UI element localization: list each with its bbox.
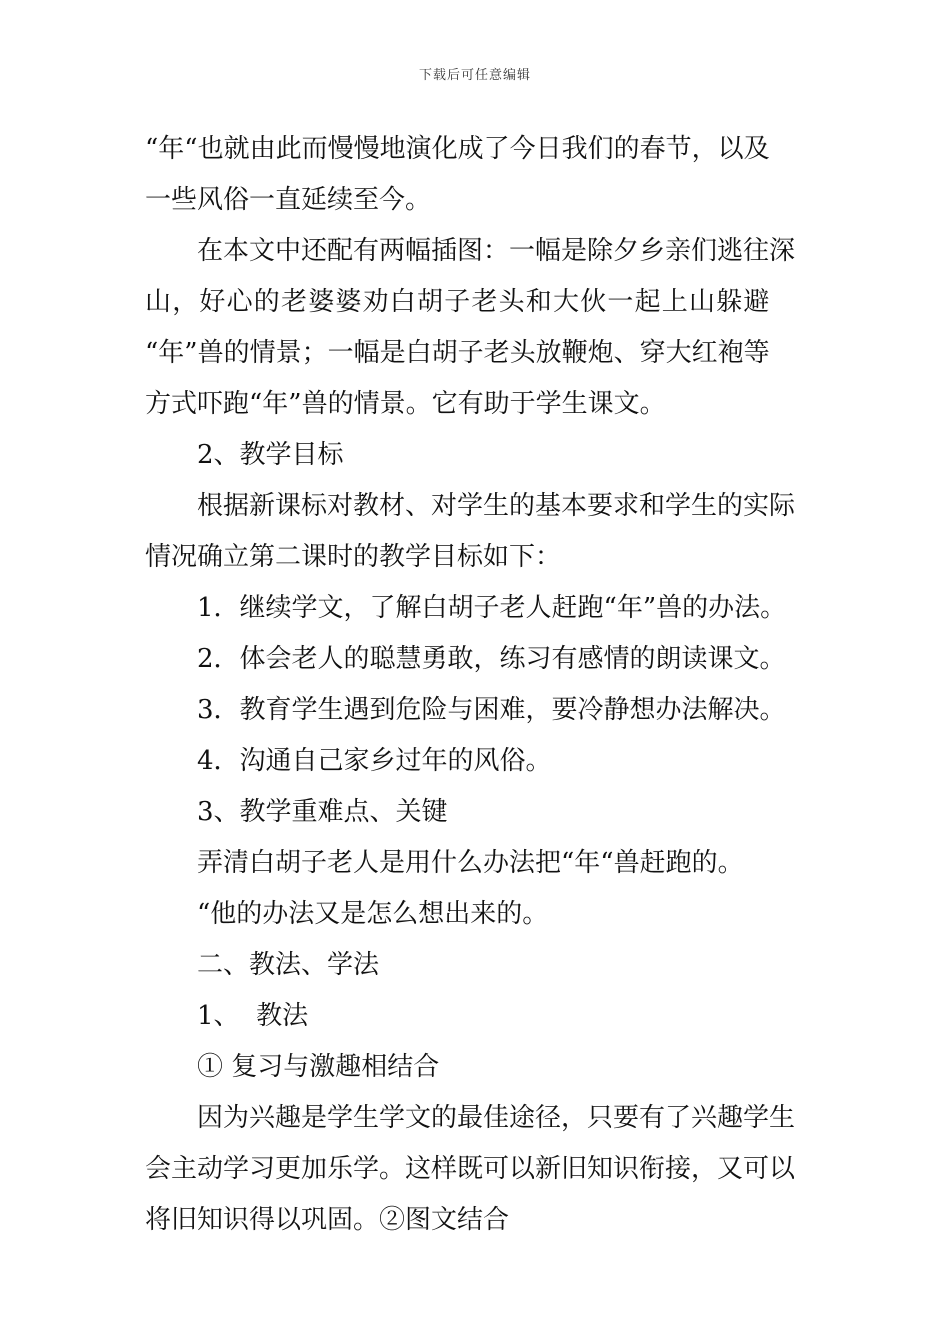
text-line: 会主动学习更加乐学。这样既可以新旧知识衔接，又可以 — [145, 1154, 796, 1184]
list-item: 3．教育学生遇到危险与困难，要冷静想办法解决。 — [197, 695, 786, 725]
text-line: 根据新课标对教材、对学生的基本要求和学生的实际 — [197, 491, 796, 521]
text-line: “年“也就由此而慢慢地演化成了今日我们的春节，以及 — [145, 134, 770, 164]
text-line: 方式吓跑“年”兽的情景。它有助于学生课文。 — [145, 389, 666, 419]
section-heading: ① 复习与激趣相结合 — [197, 1052, 440, 1082]
page-header: 下载后可任意编辑 — [418, 68, 531, 83]
text-line: 弄清白胡子老人是用什么办法把“年“兽赶跑的。 — [197, 848, 744, 878]
list-item: 2．体会老人的聪慧勇敢，练习有感情的朗读课文。 — [197, 644, 786, 674]
section-heading: 1、 教法 — [197, 1001, 309, 1031]
text-line: 在本文中还配有两幅插图：一幅是除夕乡亲们逃往深 — [197, 236, 796, 266]
document-body — [145, 124, 810, 1246]
text-line: “年”兽的情景；一幅是白胡子老头放鞭炮、穿大红袍等 — [145, 338, 770, 368]
text-line: 情况确立第二课时的教学目标如下： — [145, 542, 562, 572]
section-heading: 二、教法、学法 — [197, 950, 380, 980]
list-item: 1．继续学文，了解白胡子老人赶跑“年”兽的办法。 — [197, 593, 787, 623]
text-line: 将旧知识得以巩固。②图文结合 — [145, 1205, 510, 1235]
text-line: 一些风俗一直延续至今。 — [145, 185, 432, 215]
list-item: 4．沟通自己家乡过年的风俗。 — [197, 746, 552, 776]
text-line: “他的办法又是怎么想出来的。 — [197, 899, 549, 929]
section-heading: 3、教学重难点、关键 — [197, 797, 448, 827]
text-line: 山，好心的老婆婆劝白胡子老头和大伙一起上山躲避 — [145, 287, 771, 317]
section-heading: 2、教学目标 — [197, 440, 344, 470]
text-line: 因为兴趣是学生学文的最佳途径，只要有了兴趣学生 — [197, 1103, 796, 1133]
